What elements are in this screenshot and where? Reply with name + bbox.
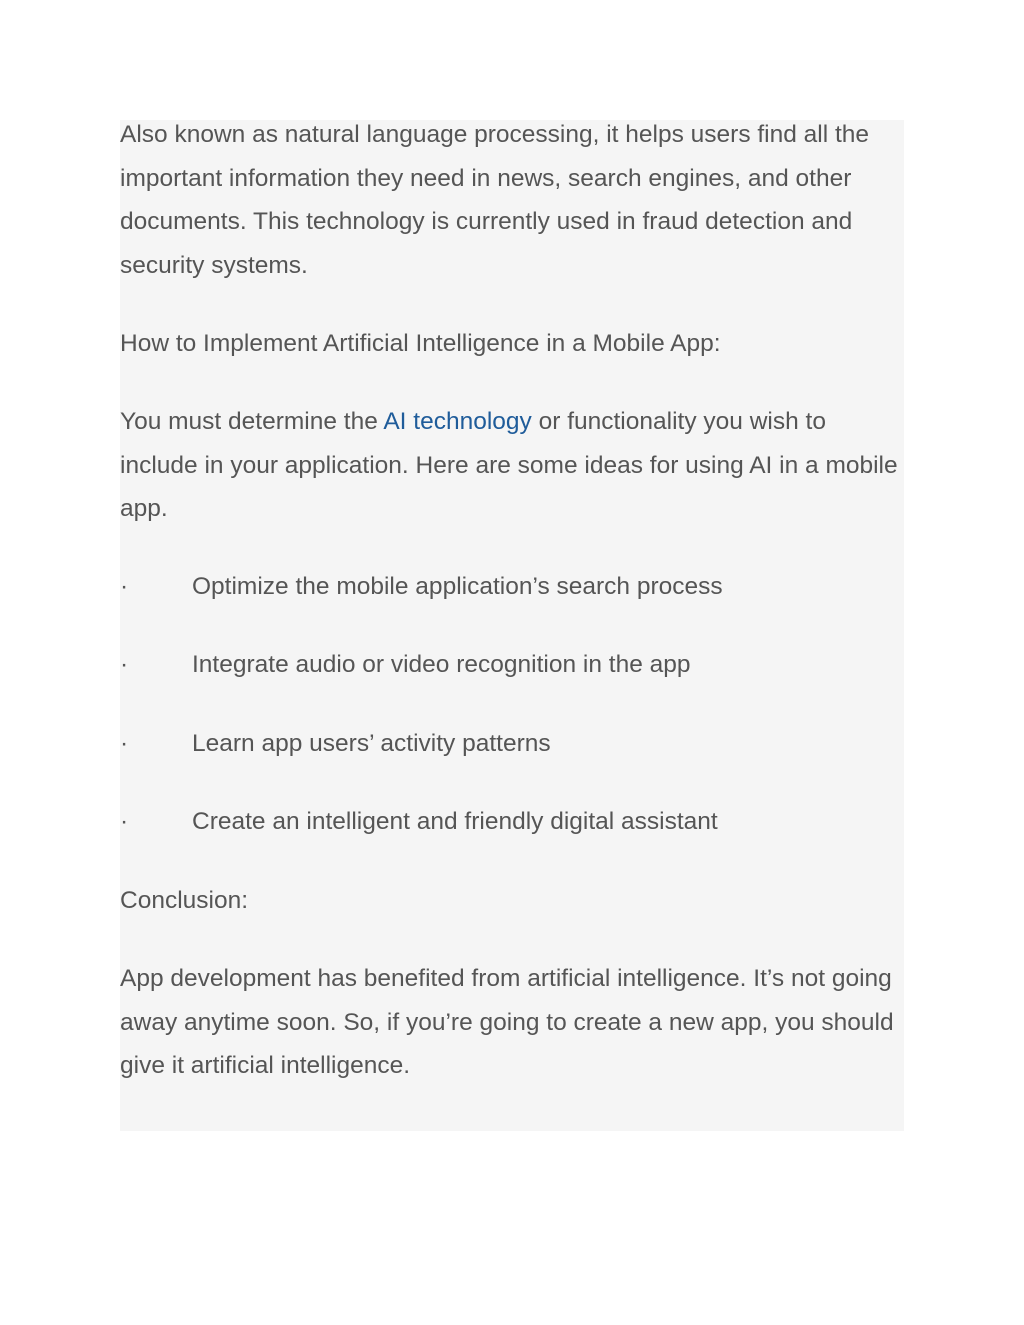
list-item: [120, 722, 910, 766]
list-item-text: Optimize the mobile application’s search process: [192, 573, 723, 600]
list-item: [120, 565, 910, 609]
bullet-marker: ·: [120, 573, 129, 600]
bullet-marker: ·: [120, 808, 129, 835]
list-item-text: Integrate audio or video recognition in the app: [192, 651, 691, 678]
list-item: [120, 800, 910, 844]
must-determine-paragraph: [120, 400, 910, 531]
ai-technology-link[interactable]: AI technology: [383, 408, 532, 435]
bullet-marker: ·: [120, 651, 129, 678]
list-item-text: Learn app users’ activity patterns: [192, 730, 551, 757]
closing-paragraph: App development has benefited from artificial intelligence. It’s not going away anytime soon. So, if you’re going to create a new app, you should give it artificial intelligence.: [120, 965, 894, 1079]
must-paragraph-text-before: You must determine the: [120, 408, 384, 435]
list-item-text: Create an intelligent and friendly digital assistant: [192, 808, 718, 835]
must-paragraph-text-after: or functionality you wish to include in your application. Here are some ideas for using AI in a mobile app.: [120, 408, 898, 522]
list-item: [120, 643, 910, 687]
howto-heading: How to Implement Artificial Intelligence in a Mobile App:: [120, 330, 721, 357]
conclusion-heading: Conclusion:: [120, 887, 249, 914]
bullet-marker: ·: [120, 730, 129, 757]
intro-paragraph: Also known as natural language processing, it helps users find all the important information they need in news, search engines, and other documents. This technology is currently used in fraud detection and security systems.: [120, 121, 870, 279]
